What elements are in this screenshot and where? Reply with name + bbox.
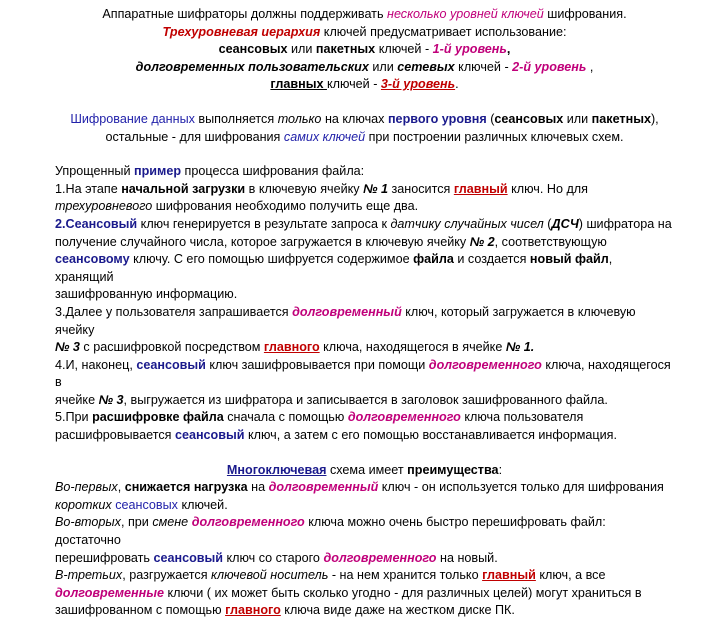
text: ключ со старого [223,550,324,565]
highlight-text: сеансовый [136,357,206,372]
text: шифрования. [543,7,627,21]
intro-line-4 [55,59,674,77]
bold-text: преимущества [407,462,499,477]
italic-text: В-третьих [55,568,123,583]
text: ключ зашифровывается при помощи [205,357,429,372]
text: перешифровать [55,550,154,565]
cell-number: № 3 [98,392,124,407]
highlight-text: Сеансовый [65,216,138,231]
intro-line-2 [55,24,674,42]
bold-text: новый файл [529,252,609,267]
highlight-text: главного [263,340,320,355]
text: 2. [55,216,66,231]
cell-number: № 1. [505,340,535,355]
text: : [498,462,503,477]
enc-line-2 [55,129,674,147]
text: выполняется [194,111,278,126]
text: ключ, а все [535,568,606,583]
highlight-text: долговременные [55,585,165,600]
bold-text: пакетных [591,111,651,126]
text: зашифрованную информацию. [55,287,238,302]
advantage-2 [55,514,674,567]
highlight-text: Многоключевая [226,462,327,477]
text: зашифрованном с помощью [55,603,226,618]
highlight-text: сеансовый [153,550,224,565]
text: ключа, находящегося в [55,357,671,390]
text: . [455,77,459,92]
highlight-text: долговременный [292,304,402,319]
text: ключу. С его помощью шифруется содержимое [129,252,414,267]
highlight-text: главный [453,181,508,196]
text: ключа можно очень быстро перешифровать файл: достаточно [55,515,606,548]
italic-text: ключевой носитель [211,568,329,583]
highlight-text: несколько уровней ключей [387,7,544,21]
bold-text: начальной загрузки [121,181,246,196]
bold-text: долговременных пользовательских [135,59,369,74]
example-heading [55,163,674,181]
cell-number: № 2 [469,234,495,249]
highlight-text: первого уровня [387,111,487,126]
bold-text: сетевых [397,59,455,74]
text: , [117,480,125,495]
text: ключ, который загружается в ключевую ячейку [55,304,636,337]
step-3 [55,304,674,357]
text: ключей - [454,59,513,74]
text: , [506,42,511,57]
text: или [368,59,398,74]
highlight-text: самих ключей [283,129,366,144]
intro-block [55,6,674,94]
cell-number: № 1 [363,181,389,196]
italic-text: коротких [55,497,112,512]
bold-text: пакетных [315,42,376,57]
text: остальные - для шифрования [105,129,284,144]
highlight-text: долговременного [323,550,437,565]
text: , [586,59,594,74]
bold-text: сеансовых [494,111,564,126]
intro-line-3 [55,41,674,59]
cell-number: № 3 [55,340,80,355]
text: , хранящий [55,252,613,284]
enc-line-1 [55,111,674,129]
text: ( [486,111,495,126]
bold-text: сеансовых [218,42,288,57]
text: на новый. [436,550,498,565]
text: шифрования необходимо получить еще два. [152,199,419,214]
highlight-text: сеансовому [55,252,130,267]
text: расшифровывается [55,428,175,443]
text: , выгружается из шифратора и записывается в заголовок зашифрованного файла. [123,392,608,407]
text: ) шифратора на [578,216,672,231]
text: ключей - [375,42,433,57]
text: 1.На этапе [55,181,122,196]
advantage-1 [55,479,674,514]
highlight-text: главный [482,568,536,583]
text: или [287,42,316,57]
text: ), [650,111,659,126]
text: заносится [388,181,454,196]
text: , при [120,515,153,530]
advantages-heading [55,462,674,480]
highlight-text: Шифрование данных [70,111,195,126]
text: ключей. [177,497,228,512]
text: процесса шифрования файла: [181,164,365,179]
text: Аппаратные шифраторы должны поддерживать [102,7,388,21]
text: при построении различных ключевых схем. [365,129,624,144]
bold-text: файла [413,252,454,267]
highlight-text: пример [133,164,182,179]
text: ключ, а затем с его помощью восстанавливается информация. [244,428,617,443]
text: ( [543,216,552,231]
text: сначала с помощью [223,410,348,425]
bold-text: снижается нагрузка [124,480,248,495]
level-label: 3-й уровень [380,77,456,92]
advantages-section [55,462,674,620]
italic-text: Во-вторых [55,515,121,530]
text: в ключевую ячейку [245,181,364,196]
text: получение случайного числа, которое загружается в ключевую ячейку [55,234,470,249]
encryption-note [55,111,674,146]
text: - на нем хранится только [328,568,483,583]
text: ключа, находящегося в ячейке [319,340,506,355]
step-4 [55,357,674,410]
text: ключа пользователя [460,410,584,425]
highlight-text: долговременный [268,480,379,495]
italic-text: датчику случайных чисел [390,216,544,231]
intro-line-5 [55,76,674,94]
advantage-3 [55,567,674,620]
text: с расшифровкой посредством [79,340,264,355]
text: ячейке [55,392,99,407]
text: на ключах [321,111,388,126]
text: на [247,480,269,495]
highlight-text: главного [225,603,281,618]
bold-text: ДСЧ [551,216,579,231]
highlight-text: долговременного [191,515,305,530]
text: ключ - он используется только для шифрования [378,480,664,495]
italic-text: только [277,111,322,126]
text: 5.При [55,410,93,425]
italic-text: Во-первых [55,480,118,495]
highlight-text: долговременного [347,410,461,425]
text: ключа виде даже на жестком диске ПК. [280,603,515,618]
text: или [563,111,592,126]
bold-text: главных [270,77,327,92]
level-label: 1-й уровень [432,42,507,57]
text: ключи ( их может быть сколько угодно - для различных целей) могут храниться в [164,585,642,600]
highlight-text: сеансовых [111,497,178,512]
text: схема имеет [326,462,408,477]
highlight-text: сеансовый [174,428,245,443]
italic-text: смене [152,515,189,530]
step-2 [55,216,674,304]
text: 3.Далее у пользователя запрашивается [55,304,293,319]
step-5 [55,409,674,444]
step-1 [55,181,674,216]
text: , разгружается [122,568,212,583]
level-label: 2-й уровень [512,59,587,74]
text: и создается [453,252,530,267]
highlight-text: Трехуровневая иерархия [162,24,321,39]
example-section [55,163,674,445]
text: ключ генерируется в результате запроса к [137,216,391,231]
text: ключ. Но для [507,181,588,196]
bold-text: расшифровке файла [92,410,224,425]
intro-line-1 [55,6,674,24]
text: 4.И, наконец, [55,357,137,372]
italic-text: трехуровневого [55,199,153,214]
text: ключей предусматривает использование: [320,24,567,39]
text: ключей - [326,77,381,92]
highlight-text: долговременного [428,357,542,372]
text: , соответствующую [494,234,607,249]
text: Упрощенный [55,164,134,179]
